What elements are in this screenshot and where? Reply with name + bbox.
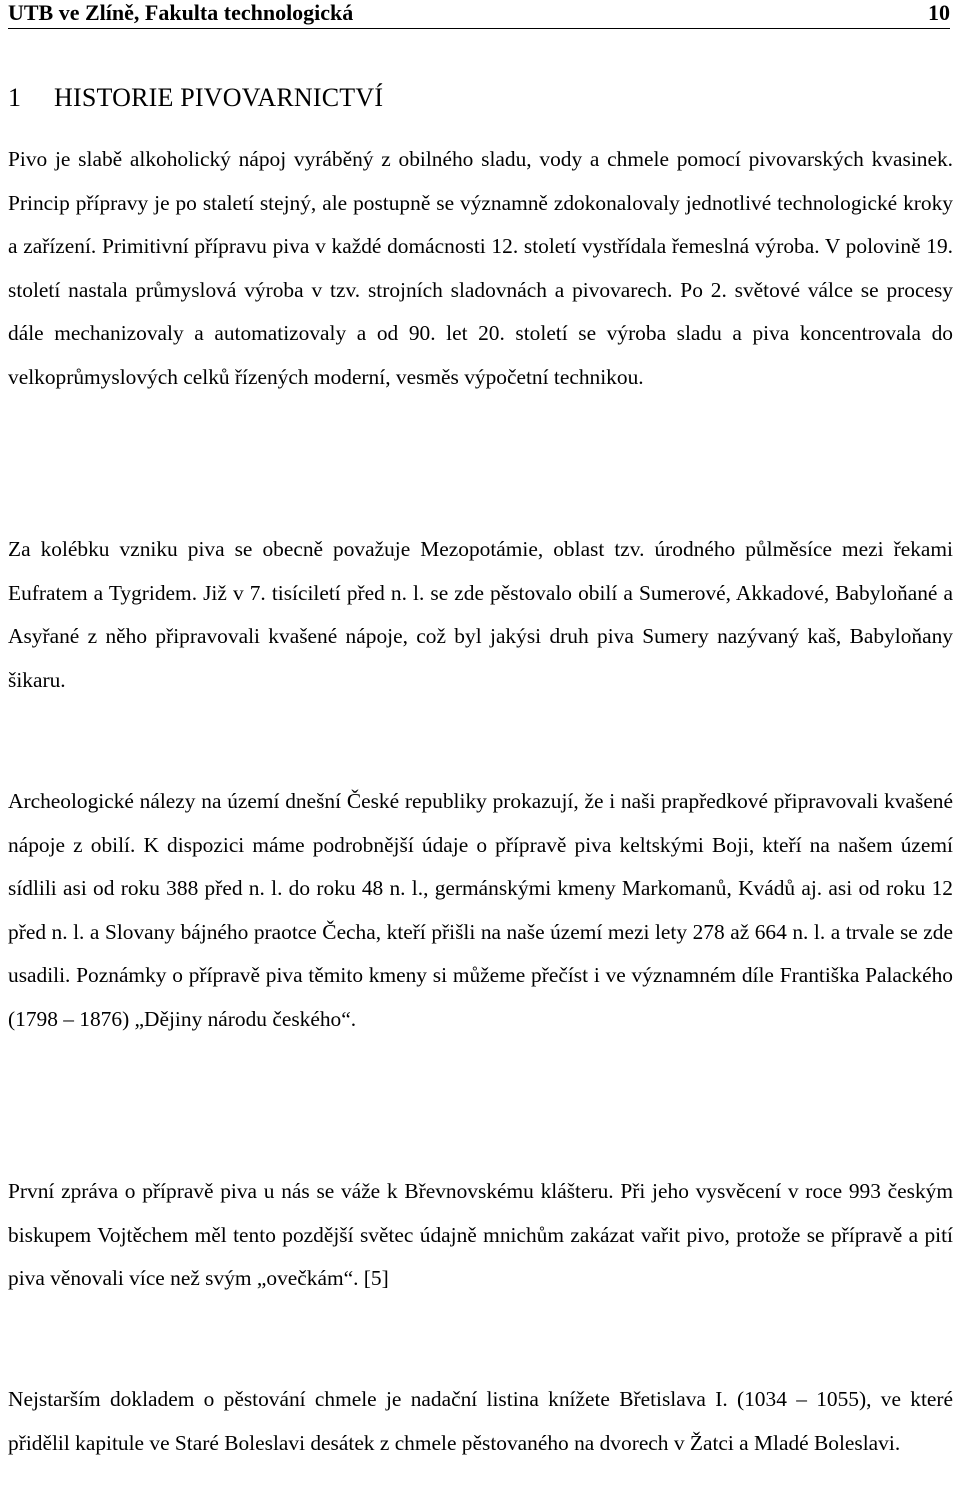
header-title: UTB ve Zlíně, Fakulta technologická <box>8 0 354 25</box>
page-number: 10 <box>928 0 950 25</box>
paragraph: Pivo je slabě alkoholický nápoj vyráběný z obilného sladu, vody a chmele pomocí pivovarských kvasinek. Princip přípravy je po staletí stejný, ale postupně se významně zdokonalovaly jednotlivé technologické kroky a zařízení. Primitivní přípravu piva v každé domácnosti 12. století vystřídala řemeslná výroba. V polovině 19. století nastala průmyslová výroba v tzv. strojních sladovnách a pivovarech. Po 2. světové válce se procesy dále mechanizovaly a automatizovaly a od 90. let 20. století se výroba sladu a piva koncentrovala do velkoprůmyslových celků řízených moderní, vesměs výpočetní technikou. <box>8 147 953 389</box>
page-header <box>8 0 950 29</box>
chapter-number: 1 <box>8 83 22 112</box>
paragraph: Nejstarším dokladem o pěstování chmele je nadační listina knížete Břetislava I. (1034 – 1055), ve které přidělil kapitule ve Staré Boleslavi desátek z chmele pěstovaného na dvorech v Žatci a Mladé Boleslavi. <box>8 1387 953 1455</box>
paragraph: Archeologické nálezy na území dnešní České republiky prokazují, že i naši prapředkové připravovali kvašené nápoje z obilí. K dispozici máme podrobnější údaje o přípravě piva keltskými Boji, kteří na našem území sídlili asi od roku 388 před n. l. do roku 48 n. l., germánskými kmeny Markomanů, Kvádů aj. asi od roku 12 před n. l. a Slovany bájného praotce Čecha, kteří přišli na naše území mezi lety 278 až 664 n. l. a trvale se zde usadili. Poznámky o přípravě piva těmito kmeny si můžeme přečíst i ve významném díle Františka Palackého (1798 – 1876) „Dějiny národu českého“. <box>8 789 953 1031</box>
paragraph: Za kolébku vzniku piva se obecně považuje Mezopotámie, oblast tzv. úrodného půlměsíce mezi řekami Eufratem a Tygridem. Již v 7. tisíciletí před n. l. se zde pěstovalo obilí a Sumerové, Akkadové, Babyloňané a Asyřané z něho připravovali kvašené nápoje, což byl jakýsi druh piva Sumery nazývaný kaš, Babyloňany šikaru. <box>8 537 953 692</box>
chapter-heading <box>8 82 383 114</box>
paragraph: První zpráva o přípravě piva u nás se váže k Břevnovskému klášteru. Při jeho vysvěcení v roce 993 českým biskupem Vojtěchem měl tento pozdější světec údajně mnichům zakázat vařit pivo, protože se přípravě a pití piva věnovali více než svým „ovečkám“. [5] <box>8 1179 953 1291</box>
chapter-title: HISTORIE PIVOVARNICTVÍ <box>54 83 384 112</box>
